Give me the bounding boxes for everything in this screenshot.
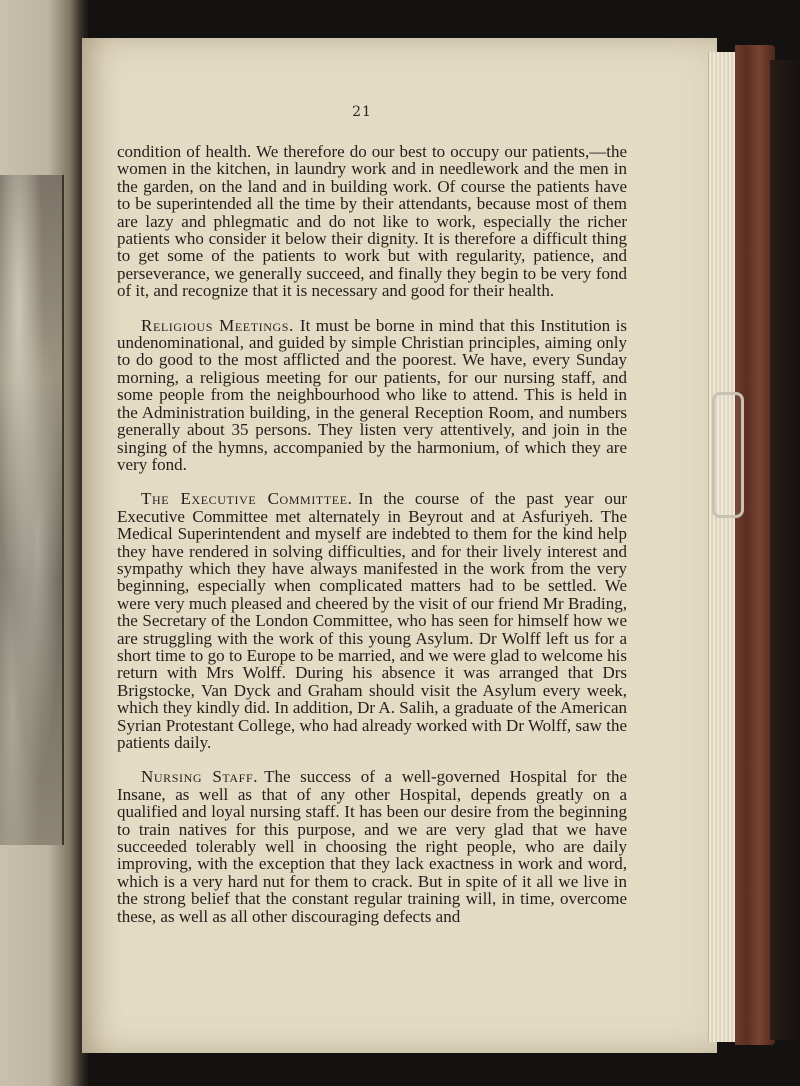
paragraph-text: In the course of the past year our Executive Committee met alternately in Beyrout and at Asfuriyeh. The Medical Superintendent and myself are indebted to them for the kind help they have rendered in solving difficulties, and for their lively interest and sympathy which they have always manifested in the work from the very beginning, especially when complicated matters had to be settled. We were very much pleased and cheered by the visit of our friend Mr Brading, the Secretary of the London Committee, who has seen for himself how we are struggling with the work of this young Asylum. Dr Wolff left us for a short time to go to Europe to be married, and we were glad to welcome his return with Mrs Wolff. During his absence it was arranged that Drs Brigstocke, Van Dyck and Graham should visit the Asylum every week, which they kindly did. In addition, Dr A. Salih, a graduate of the American Syrian Protestant College, who had already worked with Dr Wolff, saw the patients daily. xyxy=(117,489,627,752)
page-body xyxy=(117,143,627,942)
paragraph-religious-meetings xyxy=(117,317,627,474)
section-heading: Religious Meetings. xyxy=(141,315,294,335)
paragraph-health xyxy=(117,143,627,300)
page-clip xyxy=(712,392,744,518)
paragraph-text: condition of health. We therefore do our best to occupy our patients,—the women in the kitchen, in laundry work and in needlework and the men in the garden, on the land and in building work. Of course the patients have to be superintended all the time by their attendants, because most of them are lazy and phlegmatic and do not like to work, especially the richer patients who consider it below their dignity. It is therefore a difficult thing to get some of the patients to work but with regularity, patience, and perseverance, we generally succeed, and finally they begin to be very fond of it, and recognize that it is necessary and good for their health. xyxy=(117,142,627,301)
paragraph-text: The success of a well-governed Hospital for the Insane, as well as that of any other Hospital, depends greatly on a qualified and loyal nursing staff. It has been our desire from the beginning to train natives for this purpose, and we are very glad that we have succeeded tolerably well in choosing the right people, who are daily improving, with the exception that they lack exactness in work and word, which is a very hard nut for them to crack. But in spite of it all we live in the strong belief that the constant regular training will, in time, overcome these, as well as all other discouraging defects and xyxy=(117,767,628,926)
faded-photograph xyxy=(0,175,64,845)
cover-edge xyxy=(770,60,800,1040)
paragraph-nursing-staff xyxy=(117,768,627,925)
section-heading: Nursing Staff. xyxy=(141,767,259,787)
paragraph-executive-committee xyxy=(117,490,627,751)
page-number: 21 xyxy=(352,104,372,120)
paragraph-text: It must be borne in mind that this Institution is undenominational, and guided by simple Christian principles, aiming only to do good to the most afflicted and the poorest. We have, every Sunday morning, a religious meeting for our patients, for our nursing staff, and some people from the neighbourhood who like to attend. This is held in the Administration building, in the general Reception Room, and numbers generally about 35 persons. They listen very attentively, and join in the singing of the hymns, accompanied by the harmonium, of which they are very fond. xyxy=(117,315,628,474)
section-heading: The Executive Committee. xyxy=(141,489,353,509)
book-cover xyxy=(735,45,775,1045)
